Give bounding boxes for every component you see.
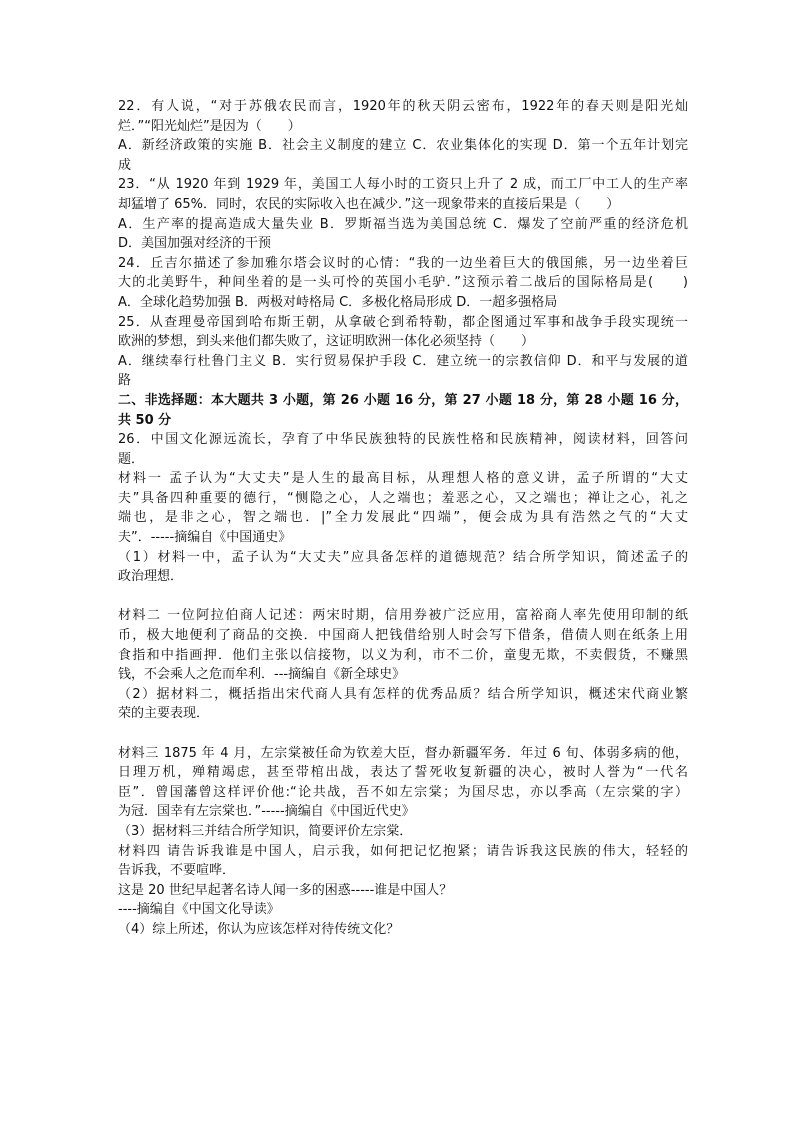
material-text: 臣”．曾国藩曾这样评价他:“论共战，吾不如左宗棠；为国尽忠，亦以季高（左宗棠的字）	[118, 784, 688, 800]
material-text: 端也，是非之心，智之端也．|”全力发展此“四端”，便会成为具有浩然之气的“大丈	[118, 510, 688, 526]
material-source: 为冠．国幸有左宗棠也．”-----摘编自《中国近代史》	[118, 804, 415, 820]
answer-options: A．生产率的提高造成大量失业 B．罗斯福当选为美国总统 C．爆发了空前严重的经济危机	[118, 216, 688, 232]
sub-question-text: （3）据材料三并结合所学知识，简要评价左宗棠．	[118, 823, 413, 839]
question-intro: 26．中国文化源远流长，孕育了中华民族独特的民族性格和民族精神，阅读材料，回答问	[118, 432, 688, 448]
question-stem: 却猛增了 65%．同时，农民的实际收入也在减少．”这一现象带来的直接后果是（ ）	[118, 196, 620, 212]
material-text: 材料四 请告诉我谁是中国人，启示我，如何把记忆抱紧；请告诉我这民族的伟大，轻轻的	[118, 843, 688, 859]
sub-question-text: （1）材料一中，孟子认为“大丈夫”应具备怎样的道德规范？结合所学知识，简述孟子的	[118, 549, 688, 565]
section-heading	[118, 391, 688, 430]
material-text: 材料二 一位阿拉伯商人记述：两宋时期，信用券被广泛应用，富裕商人率先使用印制的纸	[118, 608, 688, 624]
answer-options: D．美国加强对经济的干预	[118, 236, 272, 252]
question-26	[118, 430, 688, 939]
question-stem: 22．有人说，“对于苏俄农民而言，1920年的秋天阴云密布，1922年的春天则是阳光灿	[118, 99, 688, 114]
material-1	[118, 469, 688, 547]
question-stem: 24．丘吉尔描述了参加雅尔塔会议时的心情：“我的一边坐着巨大的俄国熊，另一边坐着巨	[118, 255, 688, 271]
sub-question-text: 政治理想．	[118, 569, 184, 585]
material-4	[118, 842, 688, 920]
material-source: ----摘编自《中国文化导读》	[118, 902, 280, 918]
material-source: 钱，不会乘人之危而牟利．---摘编自《新全球史》	[118, 667, 406, 683]
question-25	[118, 313, 688, 391]
answer-options: A．继续奉行杜鲁门主义 B．实行贸易保护手段 C．建立统一的宗教信仰 D．和平与发展的道	[118, 353, 688, 369]
question-intro: 题．	[118, 451, 145, 467]
material-text: 食指和中指画押．他们主张以信接物，以义为利，市不二价，童叟无欺，不卖假货，不赚黑	[118, 647, 688, 663]
answer-options: 路	[118, 373, 132, 389]
sub-question-text: （2）据材料二，概括指出宋代商人具有怎样的优秀品质？结合所学知识，概述宋代商业繁	[118, 686, 688, 702]
material-2	[118, 606, 688, 684]
question-stem: 大的北美野牛，种间坐着的是一头可怜的英国小毛驴．”这预示着二战后的国际格局是( )	[118, 275, 688, 291]
material-source: 夫”．-----摘编自《中国通史》	[118, 530, 292, 546]
question-23	[118, 175, 688, 253]
question-22	[118, 97, 688, 175]
sub-question-text: （4）综上所述，你认为应该怎样对待传统文化？	[118, 921, 400, 937]
question-stem: 烂．”“阳光灿烂”是因为（ ）	[118, 118, 301, 134]
material-text: 材料一 孟子认为“大丈夫”是人生的最高目标，从理想人格的意义讲，孟子所谓的“大丈	[118, 471, 688, 487]
section-heading-text: 共 50 分	[118, 412, 172, 428]
question-stem: 欧洲的梦想，到头来他们都失败了，这证明欧洲一体化必须坚持（ ）	[118, 334, 535, 350]
material-text: 这是 20 世纪早起著名诗人闻一多的困惑-----谁是中国人？	[118, 882, 453, 898]
sub-question-4	[118, 920, 688, 940]
sub-question-2	[118, 685, 688, 724]
answer-options: 成	[118, 157, 132, 173]
material-3	[118, 744, 688, 822]
answer-options: A．新经济政策的实施 B．社会主义制度的建立 C．农业集体化的实现 D．第一个五年计划完	[118, 138, 688, 154]
answer-space	[118, 724, 688, 744]
material-text: 币，极大地便利了商品的交换．中国商人把钱借给别人时会写下借条，借债人则在纸条上用	[118, 628, 688, 644]
material-text: 夫”具备四种重要的德行，“恻隐之心，人之端也；羞恶之心，又之端也；禅让之心，礼之	[118, 490, 688, 506]
question-stem: 25．从查理曼帝国到哈布斯王朝，从拿破仑到希特勒，都企图通过军事和战争手段实现统一	[118, 314, 688, 330]
material-text: 日理万机，殚精竭虑，甚至带棺出战，表达了誓死收复新疆的决心，被时人誉为“一代名	[118, 765, 688, 781]
sub-question-text: 荣的主要表现．	[118, 706, 210, 722]
answer-options: A．全球化趋势加强 B．两极对峙格局 C．多极化格局形成 D．一超多强格局	[118, 294, 558, 310]
question-24	[118, 254, 688, 313]
question-stem: 23．“从 1920 年到 1929 年，美国工人每小时的工资只上升了 2 成，而工厂中工人的生产率	[118, 177, 688, 193]
section-heading-text: 二、非选择题：本大题共 3 小题，第 26 小题 16 分，第 27 小题 18 分，第 28 小题 16 分，	[118, 392, 688, 408]
material-text: 材料三 1875 年 4 月，左宗棠被任命为钦差大臣，督办新疆军务．年过 6 旬、体弱多病的他，	[118, 745, 688, 761]
material-text: 告诉我，不要喧哗．	[118, 863, 236, 879]
sub-question-3	[118, 822, 688, 842]
sub-question-1	[118, 548, 688, 587]
answer-space	[118, 587, 688, 607]
exam-page	[118, 97, 688, 940]
